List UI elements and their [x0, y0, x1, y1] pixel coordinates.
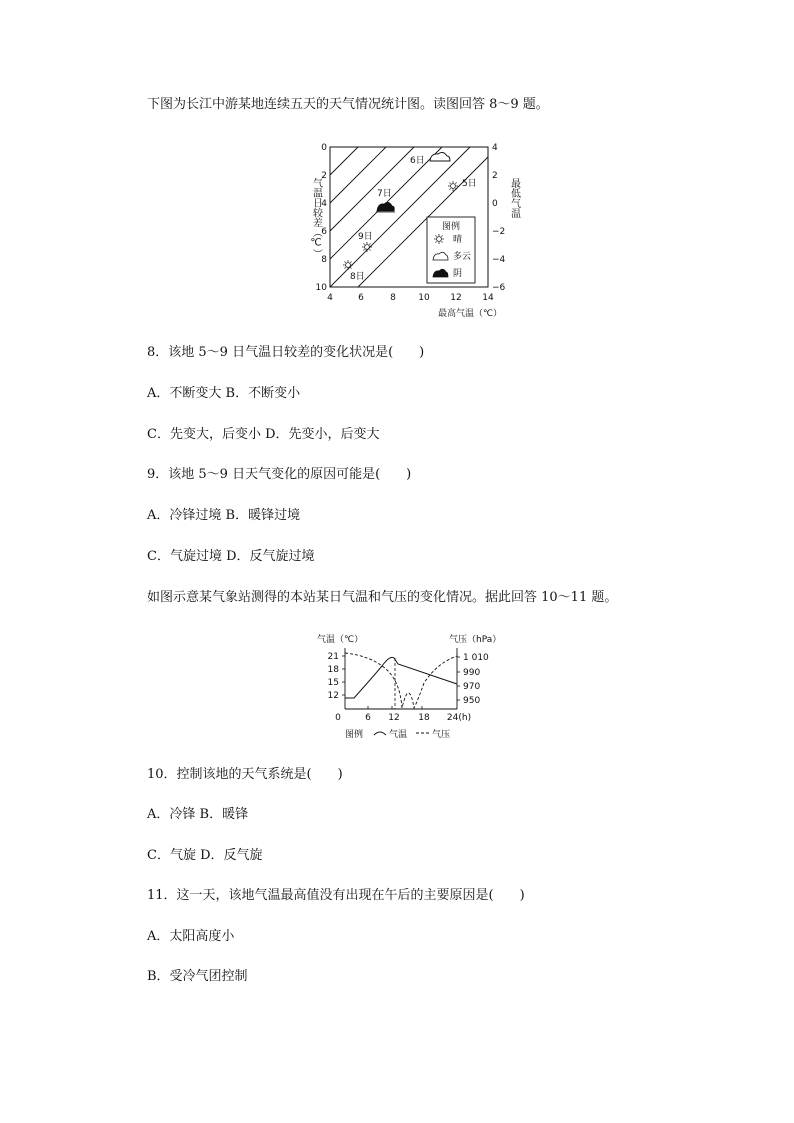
- intro-text-2: 如图示意某气象站测得的本站某日气温和气压的变化情况。据此回答 10～11 题。: [147, 590, 618, 605]
- fig1-bottom-tick: 14: [482, 293, 494, 303]
- legend-temp-swatch: [374, 732, 386, 735]
- fig1-left-tick: 2: [321, 171, 327, 181]
- figure-1-weather-chart: [300, 138, 530, 323]
- day-label-8: 8日: [350, 272, 365, 282]
- fig1-left-tick: 0: [321, 143, 327, 153]
- cloud-icon: [430, 152, 450, 161]
- fig1-bottom-tick: 8: [390, 293, 396, 303]
- fig1-right-tick: −2: [492, 227, 506, 237]
- sun-icon: [362, 242, 372, 252]
- pressure-curve: [345, 653, 457, 708]
- fig2-right-tick: 970: [463, 682, 481, 692]
- legend-label-cloudy: 多云: [453, 252, 472, 262]
- temperature-curve: [345, 657, 457, 698]
- legend-label-overcast: 阴: [453, 269, 463, 279]
- fig2-legend-temp: 气温: [389, 730, 408, 740]
- fig1-legend: [427, 217, 475, 283]
- fig2-left-tick: 15: [327, 678, 339, 688]
- fig1-left-tick: 4: [321, 199, 327, 209]
- fig1-bottom-label: 最高气温（℃）: [437, 309, 503, 319]
- q9-stem: 9．该地 5～9 日天气变化的原因可能是( ): [147, 467, 412, 482]
- fig2-legend-pressure: 气压: [432, 730, 451, 740]
- fig1-left-tick: 6: [321, 227, 327, 237]
- legend-label-sunny: 晴: [453, 235, 463, 245]
- day-label-5: 5日: [462, 179, 477, 189]
- fig1-right-axis-label: 最低气温: [508, 178, 520, 218]
- fig1-left-axis-label: 气温日较差（℃）: [310, 177, 322, 259]
- q9-options-cd: C．气旋过境 D．反气旋过境: [147, 549, 315, 564]
- fig2-x-tick: 0: [335, 713, 341, 723]
- fig1-bottom-tick: 12: [450, 293, 462, 303]
- fig1-left-tick: 10: [315, 283, 327, 293]
- q9-options-ab: A．冷锋过境 B．暖锋过境: [147, 508, 301, 523]
- sun-icon: [343, 260, 353, 270]
- fig2-x-tick: 6: [365, 713, 371, 723]
- fig2-x-tick: 18: [418, 713, 430, 723]
- fig2-left-tick: 18: [327, 665, 339, 675]
- q11-stem: 11．这一天，该地气温最高值没有出现在午后的主要原因是( ): [147, 888, 525, 903]
- day-label-7: 7日: [377, 189, 392, 199]
- fig1-bottom-tick: 6: [358, 293, 364, 303]
- q8-stem: 8．该地 5～9 日气温日较差的变化状况是( ): [147, 345, 425, 360]
- fig1-bottom-tick: 10: [418, 293, 430, 303]
- q10-stem: 10．控制该地的天气系统是( ): [147, 767, 343, 782]
- fig2-right-tick: 990: [463, 668, 481, 678]
- fig2-left-axis-label: 气温（℃）: [317, 635, 364, 645]
- fig2-right-tick: 1 010: [463, 653, 489, 663]
- fig2-right-tick: 950: [463, 696, 481, 706]
- q10-options-ab: A．冷锋 B．暖锋: [147, 807, 249, 822]
- fig2-left-tick: 21: [327, 652, 339, 662]
- q11-option-b: B．受冷气团控制: [147, 969, 248, 984]
- q8-options-ab: A．不断变大 B．不断变小: [147, 386, 301, 401]
- fig2-x-tick: 12: [388, 713, 400, 723]
- fig2-x-tick: 24(h): [446, 713, 472, 723]
- day-label-9: 9日: [358, 232, 373, 242]
- legend-title: 图例: [441, 222, 461, 232]
- fig1-right-tick: −6: [492, 283, 506, 293]
- sun-icon: [448, 181, 458, 191]
- intro-text-1: 下图为长江中游某地连续五天的天气情况统计图。读图回答 8～9 题。: [147, 97, 549, 112]
- q11-option-a: A．太阳高度小: [147, 929, 235, 944]
- fig2-left-tick: 12: [327, 691, 339, 701]
- fig1-right-tick: 2: [492, 171, 498, 181]
- fig1-right-tick: 0: [492, 199, 498, 209]
- fig1-left-tick: 8: [321, 255, 327, 265]
- q10-options-cd: C．气旋 D．反气旋: [147, 848, 263, 863]
- day-label-6: 6日: [410, 156, 425, 166]
- fig1-bottom-tick: 4: [327, 293, 333, 303]
- fig2-legend-prefix: 图例: [345, 730, 364, 740]
- overcast-icon: [376, 202, 395, 212]
- fig1-right-tick: 4: [492, 143, 498, 153]
- q8-options-cd: C．先变大，后变小 D．先变小，后变大: [147, 427, 380, 442]
- fig2-right-axis-label: 气压（hPa）: [449, 635, 502, 645]
- figure-2-temp-pressure-chart: [312, 628, 512, 746]
- fig1-right-tick: −4: [492, 255, 506, 265]
